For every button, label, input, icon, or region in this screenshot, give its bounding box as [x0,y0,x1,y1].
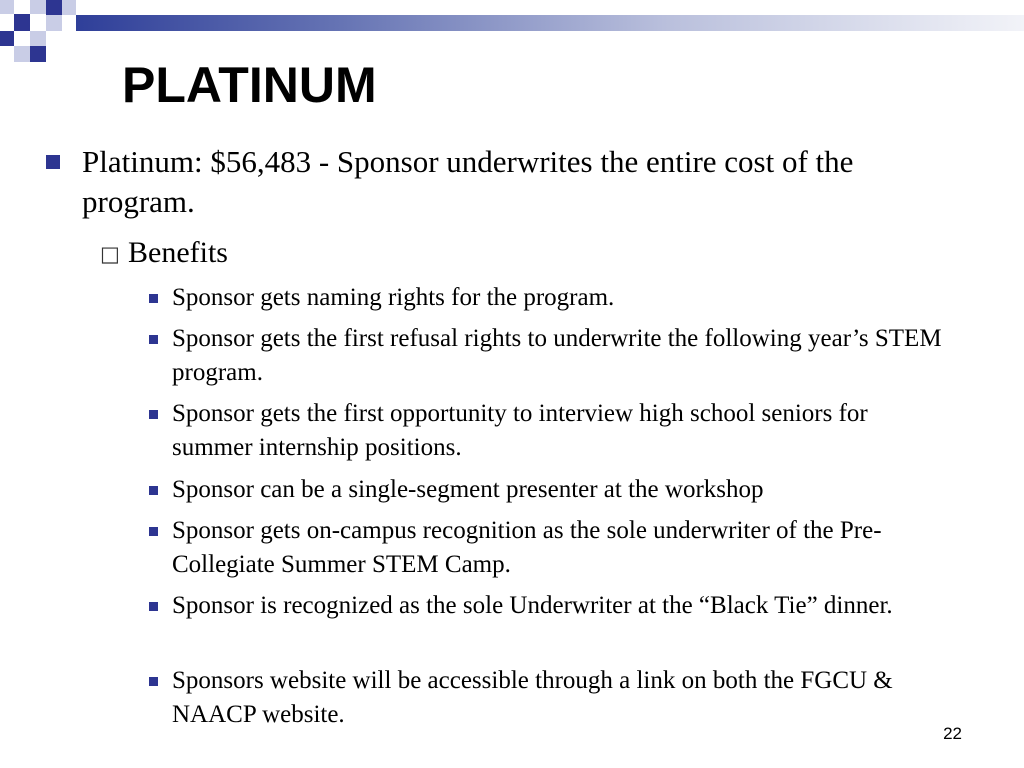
decorative-square-icon [0,0,14,14]
decorative-square-icon [62,0,76,15]
list-item: Sponsors website will be accessible through a link on both the FGCU & NAACP website. [172,667,893,728]
list-item: Sponsor is recognized as the sole Underwriter at the “Black Tie” dinner. [172,592,893,619]
list-item: Sponsor can be a single-segment presenter at the workshop [172,476,764,503]
decorative-square-icon [0,31,14,46]
small-square-bullet-icon [149,335,158,344]
main-bullet-text: Platinum: $56,483 - Sponsor underwrites the entire cost of the program. [82,144,854,219]
small-square-bullet-icon [149,486,158,495]
decorative-square-icon [30,31,46,46]
small-square-bullet-icon [149,602,158,611]
decorative-square-icon [46,0,62,15]
square-bullet-icon [46,155,60,169]
benefits-heading: Benefits [128,236,228,269]
header-gradient-bar [76,15,1024,31]
list-item: Sponsor gets the first refusal rights to underwrite the following year’s STEM program. [172,325,942,386]
slide-title: PLATINUM [122,57,377,113]
list-item: Sponsor gets naming rights for the program. [172,284,615,311]
small-square-bullet-icon [149,294,158,303]
decorative-square-icon [14,14,30,31]
decorative-square-icon [30,0,46,14]
list-item: Sponsor gets on-campus recognition as the sole underwriter of the Pre-Collegiate Summer STEM Camp. [172,517,882,578]
hollow-square-bullet-icon: □ [100,242,120,266]
small-square-bullet-icon [149,527,158,536]
decorative-square-icon [30,46,46,62]
small-square-bullet-icon [149,677,158,686]
decorative-square-icon [14,46,30,62]
list-item: Sponsor gets the first opportunity to interview high school seniors for summer internship positions. [172,400,868,461]
small-square-bullet-icon [149,410,158,419]
decorative-square-icon [46,15,62,31]
page-number: 22 [943,724,962,743]
